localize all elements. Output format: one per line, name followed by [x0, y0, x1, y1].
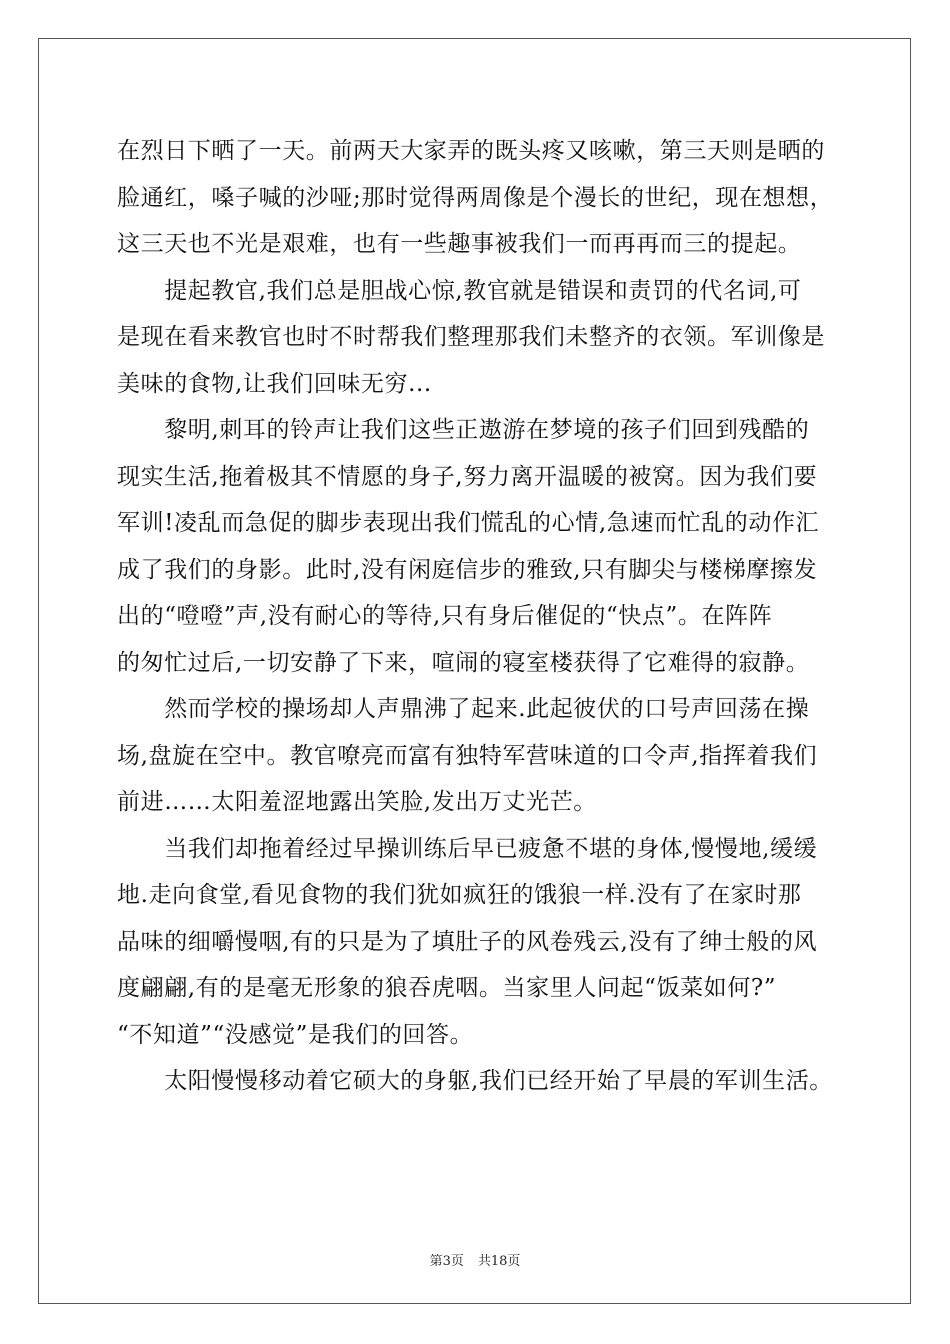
text-line: 地.走向食堂,看见食物的我们犹如疯狂的饿狼一样.没有了在家时那: [117, 882, 802, 908]
document-body: [117, 128, 837, 1105]
text-line: 这三天也不光是艰难，也有一些趣事被我们一而再再而三的提起。: [117, 231, 802, 257]
page-footer: [0, 1250, 950, 1269]
text-line: 度翩翩,有的是毫无形象的狼吞虎咽。当家里人问起“饭菜如何?”: [117, 975, 777, 1001]
text-line: 的匆忙过后,一切安静了下来，喧闹的寝室楼获得了它难得的寂静。: [117, 649, 810, 676]
text-line: 提起教官,我们总是胆战心惊,教官就是错误和责罚的代名词,可: [117, 277, 802, 304]
text-line: “不知道”“没感觉”是我们的回答。: [117, 1021, 474, 1048]
page-number: 第3页: [429, 1254, 464, 1269]
text-line: 然而学校的操场却人声鼎沸了起来.此起彼伏的口号声回荡在操: [117, 696, 810, 722]
text-line: 太阳慢慢移动着它硕大的身躯,我们已经开始了早晨的军训生活。: [117, 1068, 833, 1094]
page-total: 共18页: [477, 1254, 521, 1269]
text-line: 前进……太阳羞涩地露出笑脸,发出万丈光芒。: [117, 789, 597, 815]
text-line: 品味的细嚼慢咽,有的只是为了填肚子的风卷残云,没有了绅士般的风: [117, 928, 818, 955]
text-line: 脸通红，嗓子喊的沙哑;那时觉得两周像是个漫长的世纪，现在想想，: [117, 184, 834, 211]
text-line: 黎明,刺耳的铃声让我们这些正遨游在梦境的孩子们回到残酷的: [117, 417, 810, 443]
text-line: 场,盘旋在空中。教官嘹亮而富有独特军营味道的口令声,指挥着我们: [117, 742, 818, 769]
text-line: 成了我们的身影。此时,没有闲庭信步的雅致,只有脚尖与楼梯摩擦发: [117, 556, 818, 583]
text-line: 军训!凌乱而急促的脚步表现出我们慌乱的心情,急速而忙乱的动作汇: [117, 510, 820, 536]
text-line: 是现在看来教官也时不时帮我们整理那我们未整齐的衣领。军训像是: [117, 324, 825, 350]
text-line: 现实生活,拖着极其不情愿的身子,努力离开温暖的被窝。因为我们要: [117, 463, 818, 490]
text-line: 出的“噔噔”声,没有耐心的等待,只有身后催促的“快点”。在阵阵: [117, 603, 773, 629]
text-line: 美味的食物,让我们回味无穷...: [117, 370, 432, 397]
text-line: 当我们却拖着经过早操训练后早已疲惫不堪的身体,慢慢地,缓缓: [117, 835, 818, 862]
text-line: 在烈日下晒了一天。前两天大家弄的既头疼又咳嗽，第三天则是晒的: [117, 138, 825, 164]
